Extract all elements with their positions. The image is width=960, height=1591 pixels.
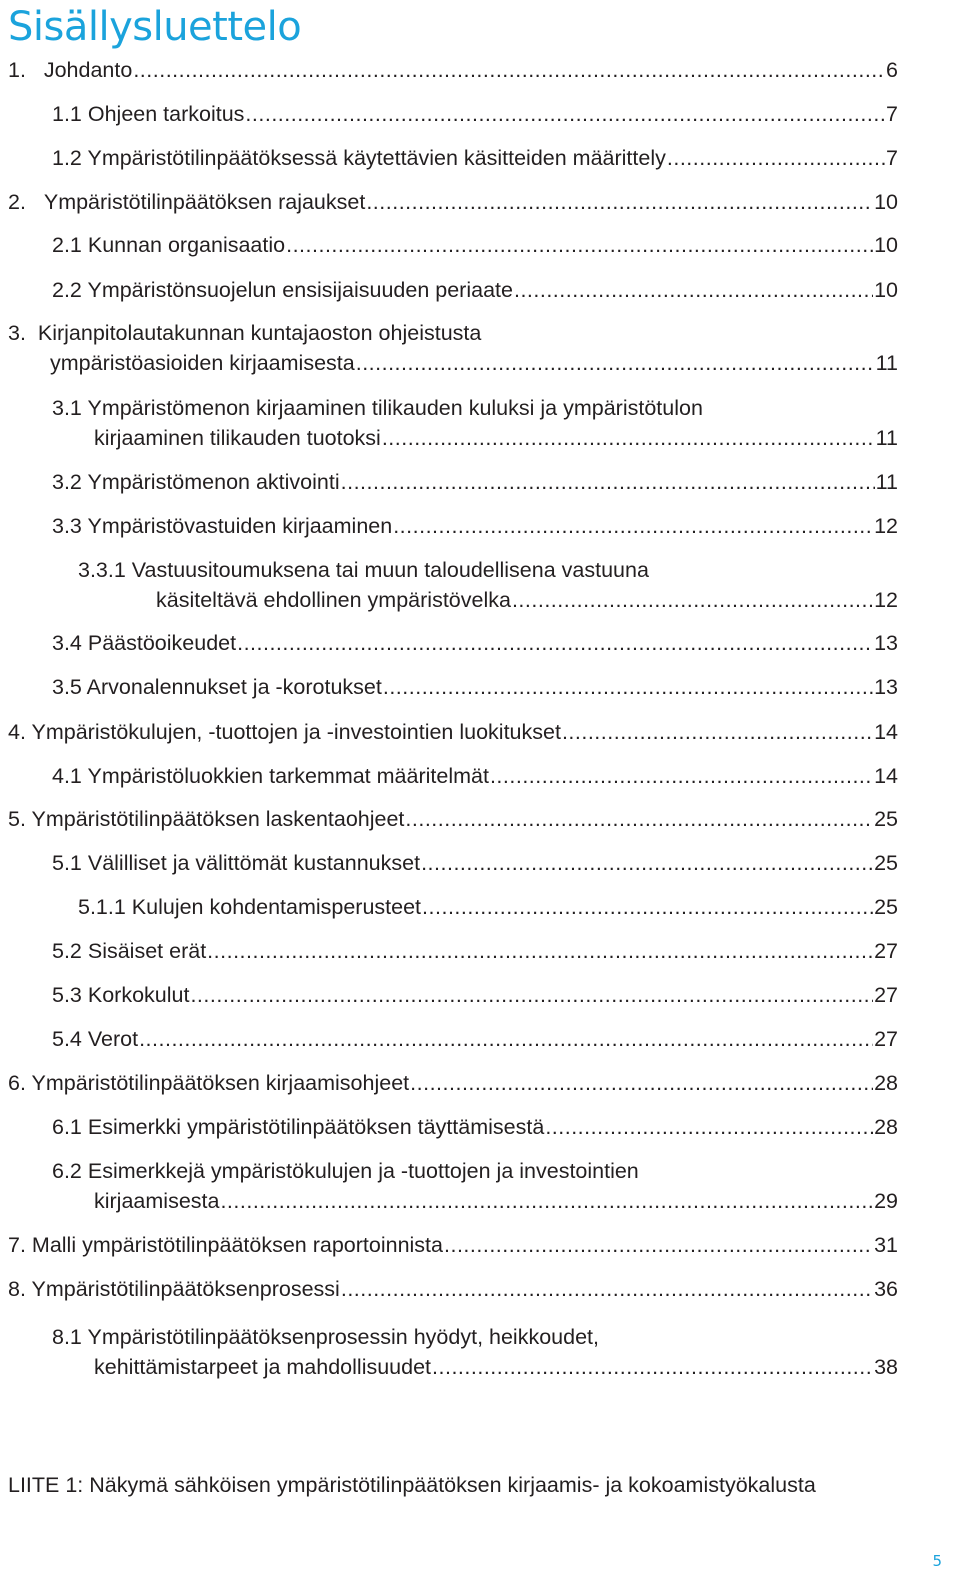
toc-page-number: 36 <box>874 1277 898 1301</box>
toc-entry[interactable] <box>8 318 898 378</box>
toc-entry-title: käsiteltävä ehdollinen ympäristövelka <box>156 588 511 612</box>
leader-dots <box>512 585 873 615</box>
toc-page-number: 7 <box>886 146 898 170</box>
leader-dots <box>545 1112 873 1142</box>
toc-entry[interactable] <box>52 628 898 658</box>
toc-entry[interactable] <box>52 393 898 453</box>
leader-dots <box>207 936 873 966</box>
toc-page-number: 38 <box>874 1355 898 1379</box>
toc-entry-title: 5.2 Sisäiset erät <box>52 939 207 963</box>
toc-entry[interactable] <box>8 1274 898 1304</box>
toc-page-number: 27 <box>874 983 898 1007</box>
toc-page-number: 31 <box>874 1233 898 1257</box>
toc-entry-title: 5.3 Korkokulut <box>52 983 190 1007</box>
toc-entry-title: 3.2 Ympäristömenon aktivointi <box>52 470 340 494</box>
toc-entry[interactable] <box>78 555 898 615</box>
toc-entry[interactable] <box>52 1112 898 1142</box>
toc-entry-title: 3.4 Päästöoikeudet <box>52 631 237 655</box>
toc-entry[interactable] <box>52 99 898 129</box>
leader-dots <box>490 761 873 791</box>
toc-entry-title: kirjaamisesta <box>94 1189 220 1213</box>
toc-entry-title: 5. Ympäristötilinpäätöksen laskentaohjeet <box>8 807 405 831</box>
toc-page-number: 10 <box>874 233 898 257</box>
toc-page-number: 25 <box>874 895 898 919</box>
toc-page-number: 13 <box>874 675 898 699</box>
toc-entry[interactable] <box>52 980 898 1010</box>
toc-entry-title: kirjaaminen tilikauden tuotoksi <box>94 426 381 450</box>
toc-page-number: 28 <box>874 1071 898 1095</box>
toc-entry-title-line1: 6.2 Esimerkkejä ympäristökulujen ja -tuottojen ja investointien <box>52 1159 639 1183</box>
toc-entry-title-line1: 3. Kirjanpitolautakunnan kuntajaoston ohjeistusta <box>8 321 482 345</box>
leader-dots <box>514 275 873 305</box>
toc-entry[interactable] <box>52 672 898 702</box>
toc-entry-title: 6. Ympäristötilinpäätöksen kirjaamisohjeet <box>8 1071 410 1095</box>
toc-entry[interactable] <box>52 936 898 966</box>
toc-entry[interactable] <box>8 804 898 834</box>
toc-entry-title: 1. Johdanto <box>8 58 133 82</box>
toc-page-number: 27 <box>874 939 898 963</box>
leader-dots <box>667 143 885 173</box>
leader-dots <box>341 1274 873 1304</box>
leader-dots <box>341 467 875 497</box>
toc-page-number: 11 <box>875 351 898 375</box>
toc-page-number: 13 <box>874 631 898 655</box>
toc-page-number: 10 <box>874 190 898 214</box>
toc-entry[interactable] <box>52 467 898 497</box>
leader-dots <box>245 99 885 129</box>
leader-dots <box>139 1024 873 1054</box>
toc-entry[interactable] <box>52 1322 898 1382</box>
toc-entry[interactable] <box>8 55 898 85</box>
leader-dots <box>382 423 875 453</box>
leader-dots <box>422 892 873 922</box>
toc-entry-title: 3.5 Arvonalennukset ja -korotukset <box>52 675 382 699</box>
toc-entry-title: 5.1 Välilliset ja välittömät kustannukset <box>52 851 421 875</box>
toc-page-number: 14 <box>874 764 898 788</box>
toc-entry[interactable] <box>52 761 898 791</box>
toc-entry[interactable] <box>8 1230 898 1260</box>
leader-dots <box>432 1352 873 1382</box>
toc-entry-title: 3.3 Ympäristövastuiden kirjaaminen <box>52 514 393 538</box>
toc-entry[interactable] <box>8 717 898 747</box>
page-number: 5 <box>932 1552 942 1570</box>
toc-entry-title: 2. Ympäristötilinpäätöksen rajaukset <box>8 190 366 214</box>
toc-entry-title-line1: 3.1 Ympäristömenon kirjaaminen tilikauden kuluksi ja ympäristötulon <box>52 396 703 420</box>
toc-entry[interactable] <box>52 143 898 173</box>
toc-page-number: 14 <box>874 720 898 744</box>
leader-dots <box>190 980 873 1010</box>
leader-dots <box>444 1230 873 1260</box>
leader-dots <box>393 511 873 541</box>
toc-page-number: 25 <box>874 851 898 875</box>
page-title: Sisällysluettelo <box>8 4 302 50</box>
toc-entry-title: 1.1 Ohjeen tarkoitus <box>52 102 245 126</box>
toc-page-number: 11 <box>875 470 898 494</box>
leader-dots <box>133 55 885 85</box>
leader-dots <box>383 672 873 702</box>
toc-entry[interactable] <box>8 187 898 217</box>
leader-dots <box>421 848 873 878</box>
leader-dots <box>366 187 873 217</box>
leader-dots <box>562 717 873 747</box>
toc-entry-title: 5.1.1 Kulujen kohdentamisperusteet <box>78 895 422 919</box>
toc-page-number: 28 <box>874 1115 898 1139</box>
toc-entry-title: 4.1 Ympäristöluokkien tarkemmat määritelmät <box>52 764 489 788</box>
toc-page-number: 29 <box>874 1189 898 1213</box>
toc-page-number: 10 <box>874 278 898 302</box>
toc-entry-title: ympäristöasioiden kirjaamisesta <box>50 351 355 375</box>
toc-entry[interactable] <box>52 275 898 305</box>
toc-entry[interactable] <box>52 511 898 541</box>
toc-page-number: 11 <box>875 426 898 450</box>
toc-entry[interactable] <box>52 230 898 260</box>
leader-dots <box>410 1068 873 1098</box>
toc-entry-title: 1.2 Ympäristötilinpäätöksessä käytettävien käsitteiden määrittely <box>52 146 666 170</box>
toc-page-number: 12 <box>874 514 898 538</box>
leader-dots <box>356 348 875 378</box>
toc-entry-title-line1: 8.1 Ympäristötilinpäätöksenprosessin hyödyt, heikkoudet, <box>52 1325 599 1349</box>
toc-entry-title-line1: 3.3.1 Vastuusitoumuksena tai muun taloudellisena vastuuna <box>78 558 649 582</box>
toc-entry[interactable] <box>52 1024 898 1054</box>
toc-entry[interactable] <box>8 1068 898 1098</box>
toc-entry-title: 6.1 Esimerkki ympäristötilinpäätöksen täyttämisestä <box>52 1115 545 1139</box>
toc-entry[interactable] <box>52 1156 898 1216</box>
toc-entry-title: 7. Malli ympäristötilinpäätöksen raportoinnista <box>8 1233 443 1257</box>
toc-entry[interactable] <box>52 848 898 878</box>
toc-entry-title: 5.4 Verot <box>52 1027 139 1051</box>
toc-entry-title: 2.2 Ympäristönsuojelun ensisijaisuuden periaate <box>52 278 513 302</box>
leader-dots <box>237 628 873 658</box>
leader-dots <box>405 804 873 834</box>
toc-page-number: 27 <box>874 1027 898 1051</box>
toc-entry-title: 4. Ympäristökulujen, -tuottojen ja -investointien luokitukset <box>8 720 561 744</box>
toc-entry-title: 8. Ympäristötilinpäätöksenprosessi <box>8 1277 340 1301</box>
toc-page-number: 6 <box>886 58 898 82</box>
leader-dots <box>286 230 873 260</box>
toc-page-number: 12 <box>874 588 898 612</box>
toc-entry-title: 2.1 Kunnan organisaatio <box>52 233 286 257</box>
leader-dots <box>220 1186 873 1216</box>
appendix-entry[interactable]: LIITE 1: Näkymä sähköisen ympäristötilinpäätöksen kirjaamis- ja kokoamistyökalusta <box>8 1473 816 1497</box>
toc-entry-title: kehittämistarpeet ja mahdollisuudet <box>94 1355 432 1379</box>
toc-entry[interactable] <box>78 892 898 922</box>
toc-page-number: 25 <box>874 807 898 831</box>
toc-page-number: 7 <box>886 102 898 126</box>
